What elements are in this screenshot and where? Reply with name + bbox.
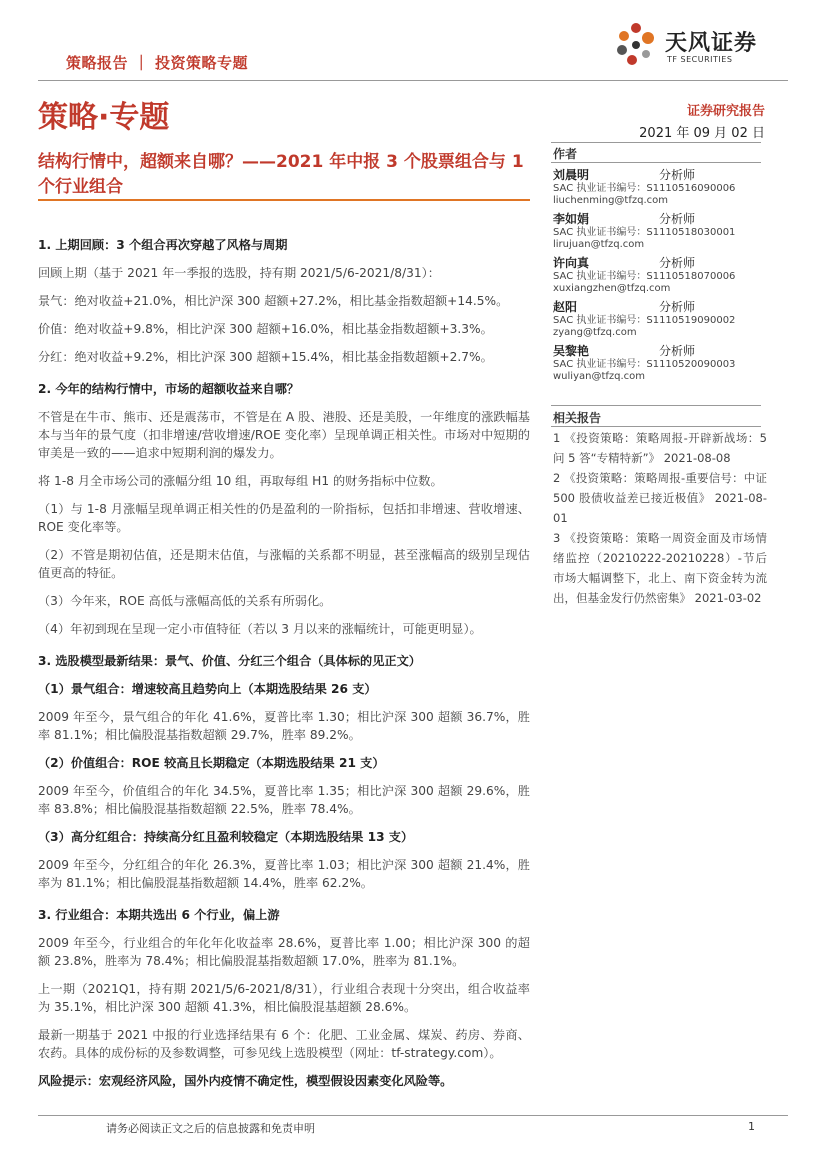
related-report-item[interactable]: 2 《投资策略：策略周报-重要信号：中证 500 股债收益差已接近极值》 2021-08-01 [553,471,767,525]
footer-divider [38,1115,788,1116]
paragraph: 分红：绝对收益+9.2%，相比沪深 300 超额+15.4%，相比基金指数超额+2.7%。 [38,350,493,364]
author-entry [553,344,763,388]
author-email[interactable]: wuliyan@tfzq.com [553,371,646,382]
logo-name-en: TF SECURITIES [667,55,733,64]
paragraph: 2009 年至今，分红组合的年化 26.3%，夏普比率 1.03；相比沪深 300 超额 21.4%，胜率为 81.1%；相比偏股混基指数超额 14.4%，胜率 62.2%。 [38,858,530,890]
author-name: 吴黎艳 [553,344,590,358]
paragraph: （4）年初到现在呈现一定小市值特征（若以 3 月以来的涨幅统计，可能更明显）。 [38,622,482,636]
author-list [553,168,763,388]
author-email[interactable]: xuxiangzhen@tfzq.com [553,283,671,294]
main-content [38,222,530,1100]
footer-disclaimer: 请务必阅读正文之后的信息披露和免责申明 [106,1122,315,1135]
paragraph: 价值：绝对收益+9.8%，相比沪深 300 超额+16.0%，相比基金指数超额+3.3%。 [38,322,493,336]
paragraph: 2009 年至今，景气组合的年化 41.6%，夏普比率 1.30；相比沪深 300 超额 36.7%，胜率 81.1%；相比偏股混基指数超额 29.7%，胜率 89.2%。 [38,710,530,742]
logo-flower-icon [610,18,666,74]
page-number: 1 [748,1120,755,1133]
author-entry [553,168,763,212]
report-title: 结构行情中，超额来自哪？——2021 年中报 3 个股票组合与 1 个行业组合 [38,152,524,197]
paragraph: （1）与 1-8 月涨幅呈现单调正相关性的仍是盈利的一阶指标，包括扣非增速、营收增速、ROE 变化率等。 [38,502,530,534]
logo-name-cn: 天风证券 [665,31,758,56]
author-role: 分析师 [659,256,696,270]
author-cert: SAC 执业证书编号：S1110518070006 [553,271,736,282]
report-date: 2021 年 09 月 02 日 [639,126,765,141]
risk-warning: 风险提示：宏观经济风险，国外内疫情不确定性，模型假设因素变化风险等。 [38,1074,453,1088]
paragraph: 回顾上期（基于 2021 年一季报的选股，持有期 2021/5/6-2021/8/31）： [38,266,440,280]
related-report-item[interactable]: 1 《投资策略：策略周报-开辟新战场：5 问 5 答“专精特新”》 2021-08-08 [553,431,767,465]
sidebar-divider [551,426,761,427]
paragraph: 最新一期基于 2021 中报的行业选择结果有 6 个：化肥、工业金属、煤炭、药房、券商、农药。具体的成份标的及参数调整，可参见线上选股模型（网址：tf-strategy.com）。 [38,1028,530,1060]
author-cert: SAC 执业证书编号：S1110519090002 [553,315,736,326]
subsection-heading: （1）景气组合：增速较高且趋势向上（本期选股结果 26 支） [38,682,377,696]
author-name: 李如娟 [553,212,590,226]
author-entry [553,212,763,256]
sidebar-divider [551,162,761,163]
page-title: 策略·专题 [38,100,170,135]
author-cert: SAC 执业证书编号：S1110520090003 [553,359,736,370]
author-role: 分析师 [659,212,696,226]
report-category: 策略报告 ｜ 投资策略专题 [66,54,248,72]
paragraph: 2009 年至今，行业组合的年化年化收益率 28.6%，夏普比率 1.00；相比沪深 300 的超额 23.8%，胜率为 78.4%；相比偏股混基指数超额 17.0%，胜率为 81.1%。 [38,936,530,968]
author-name: 许向真 [553,256,590,270]
author-role: 分析师 [659,344,696,358]
section-heading: 1. 上期回顾：3 个组合再次穿越了风格与周期 [38,238,288,252]
paragraph: 2009 年至今，价值组合的年化 34.5%，夏普比率 1.35；相比沪深 300 超额 29.6%，胜率 83.8%；相比偏股混基指数超额 22.5%，胜率 78.4%。 [38,784,530,816]
author-email[interactable]: lirujuan@tfzq.com [553,239,645,250]
paragraph: （2）不管是期初估值，还是期末估值，与涨幅的关系都不明显，甚至涨幅高的级别呈现估值更高的特征。 [38,548,530,580]
author-role: 分析师 [659,168,696,182]
author-cert: SAC 执业证书编号：S1110516090006 [553,183,736,194]
author-entry [553,300,763,344]
paragraph: 上一期（2021Q1，持有期 2021/5/6-2021/8/31），行业组合表现十分突出，组合收益率为 35.1%，相比沪深 300 超额 41.3%，相比偏股混基超额 28.6%。 [38,982,530,1014]
sidebar-divider [551,142,761,143]
author-cert: SAC 执业证书编号：S1110518030001 [553,227,736,238]
related-report-item[interactable]: 3 《投资策略：策略一周资金面及市场情绪监控（20210222-20210228）-节后市场大幅调整下，北上、南下资金转为流出，但基金发行仍然密集》 2021-03-02 [553,531,767,605]
report-type: 证券研究报告 [686,104,765,119]
section-heading: 3. 行业组合：本期共选出 6 个行业，偏上游 [38,908,280,922]
section-heading: 3. 选股模型最新结果：景气、价值、分红三个组合（具体标的见正文） [38,654,421,668]
paragraph: 景气：绝对收益+21.0%，相比沪深 300 超额+27.2%，相比基金指数超额+14.5%。 [38,294,509,308]
author-email[interactable]: zyang@tfzq.com [553,327,637,338]
paragraph: 不管是在牛市、熊市、还是震荡市，不管是在 A 股、港股、还是美股，一年维度的涨跌幅基本与当年的景气度（扣非增速/营收增速/ROE 变化率）呈现单调正相关性。市场对中短期的审美是一致的——追求中短期利润的爆发力。 [38,410,530,460]
related-reports-list [553,428,767,608]
author-name: 赵阳 [553,300,578,314]
related-reports-heading: 相关报告 [553,411,602,425]
subsection-heading: （3）高分红组合：持续高分红且盈利较稳定（本期选股结果 13 支） [38,830,414,844]
author-entry [553,256,763,300]
author-role: 分析师 [659,300,696,314]
paragraph: （3）今年来，ROE 高低与涨幅高低的关系有所弱化。 [38,594,332,608]
header-divider [38,80,788,81]
paragraph: 将 1-8 月全市场公司的涨幅分组 10 组，再取每组 H1 的财务指标中位数。 [38,474,443,488]
authors-heading: 作者 [553,147,578,161]
author-name: 刘晨明 [553,168,590,182]
author-email[interactable]: liuchenming@tfzq.com [553,195,668,206]
title-divider [38,199,530,201]
sidebar-divider [551,405,761,406]
subsection-heading: （2）价值组合：ROE 较高且长期稳定（本期选股结果 21 支） [38,756,385,770]
section-heading: 2. 今年的结构行情中，市场的超额收益来自哪？ [38,382,300,396]
